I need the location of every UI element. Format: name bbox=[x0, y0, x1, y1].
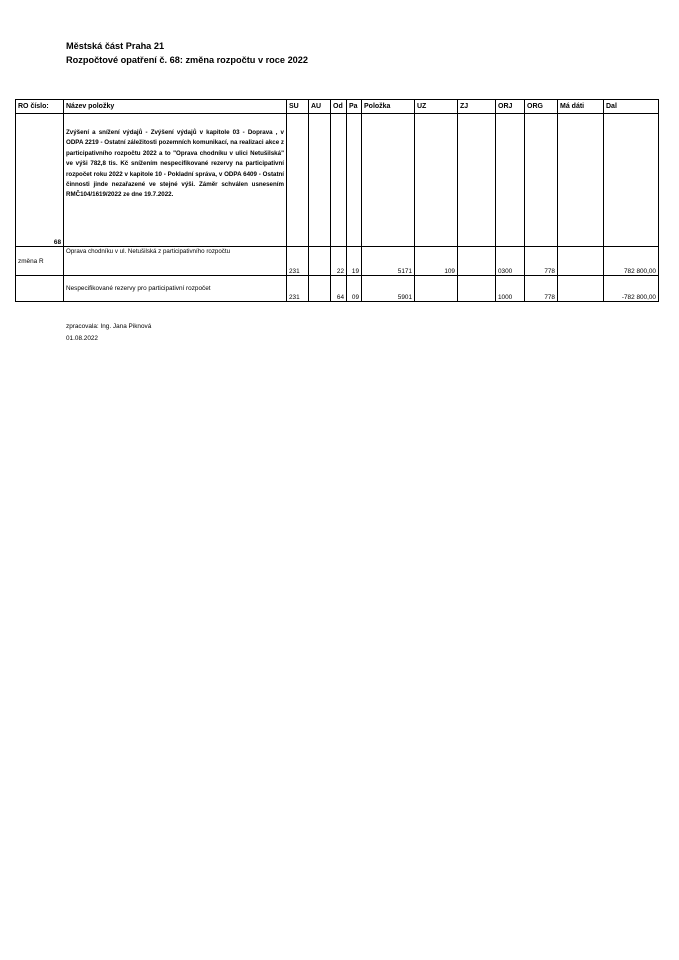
prepared-by: zpracovala: Ing. Jana Piknová bbox=[66, 323, 152, 330]
col-su: SU bbox=[287, 100, 309, 114]
municipality-title: Městská část Praha 21 bbox=[66, 41, 165, 51]
col-nazev: Název položky bbox=[64, 100, 287, 114]
table-row bbox=[16, 247, 659, 276]
row-pa: 19 bbox=[347, 247, 362, 276]
budget-table bbox=[15, 99, 659, 302]
document-date: 01.08.2022 bbox=[66, 335, 98, 342]
row-uz bbox=[415, 276, 458, 302]
row-su: 231 bbox=[287, 276, 309, 302]
col-ro: RO číslo: bbox=[16, 100, 64, 114]
row-polozka: 5171 bbox=[362, 247, 415, 276]
col-au: AU bbox=[309, 100, 331, 114]
col-polozka: Položka bbox=[362, 100, 415, 114]
row-od: 64 bbox=[331, 276, 347, 302]
col-od: Od bbox=[331, 100, 347, 114]
row-polozka: 5901 bbox=[362, 276, 415, 302]
row-orj: 1000 bbox=[496, 276, 525, 302]
col-pa: Pa bbox=[347, 100, 362, 114]
row-zj bbox=[458, 276, 496, 302]
row-dal: -782 800,00 bbox=[604, 276, 659, 302]
row-org: 778 bbox=[525, 276, 558, 302]
row-au bbox=[309, 276, 331, 302]
row-uz: 109 bbox=[415, 247, 458, 276]
document-title: Rozpočtové opatření č. 68: změna rozpočtu v roce 2022 bbox=[66, 55, 309, 65]
table-row bbox=[16, 276, 659, 302]
col-dal: Dal bbox=[604, 100, 659, 114]
col-zj: ZJ bbox=[458, 100, 496, 114]
row-org: 778 bbox=[525, 247, 558, 276]
row-ma-dati bbox=[558, 247, 604, 276]
description-row bbox=[16, 114, 659, 247]
row-ma-dati bbox=[558, 276, 604, 302]
col-uz: UZ bbox=[415, 100, 458, 114]
row-au bbox=[309, 247, 331, 276]
row-od: 22 bbox=[331, 247, 347, 276]
row-zj bbox=[458, 247, 496, 276]
row-dal: 782 800,00 bbox=[604, 247, 659, 276]
col-ma-dati: Má dáti bbox=[558, 100, 604, 114]
row-pa: 09 bbox=[347, 276, 362, 302]
row-orj: 0300 bbox=[496, 247, 525, 276]
row-name: Nespecifikované rezervy pro participativní rozpočet bbox=[64, 276, 287, 302]
row-ro bbox=[16, 276, 64, 302]
col-org: ORG bbox=[525, 100, 558, 114]
ro-number: 68 bbox=[16, 114, 64, 247]
row-su: 231 bbox=[287, 247, 309, 276]
col-orj: ORJ bbox=[496, 100, 525, 114]
row-ro: změna R bbox=[16, 247, 64, 276]
description-text: Zvýšení a snížení výdajů - Zvýšení výdajů v kapitole 03 - Doprava , v ODPA 2219 - Ostatní záležitosti pozemních komunikací, na realizaci akce z participativního rozpočtu 2022 a to "Oprava chodníku v ulici Netušilská" ve výši 782,8 tis. Kč snížením nespecifikované rezervy na participativní rozpočet roku 2022 v kapitole 10 - Pokladní správa, v ODPA 6409 - Ostatní činnosti jinde nezařazené ve stejné výši. Záměr schválen usnesením RMČ104/1619/2022 ze dne 19.7.2022. bbox=[64, 114, 287, 247]
row-name: Oprava chodníku v ul. Netušilská z participativního rozpočtu bbox=[64, 247, 287, 276]
table-header-row bbox=[16, 100, 659, 114]
